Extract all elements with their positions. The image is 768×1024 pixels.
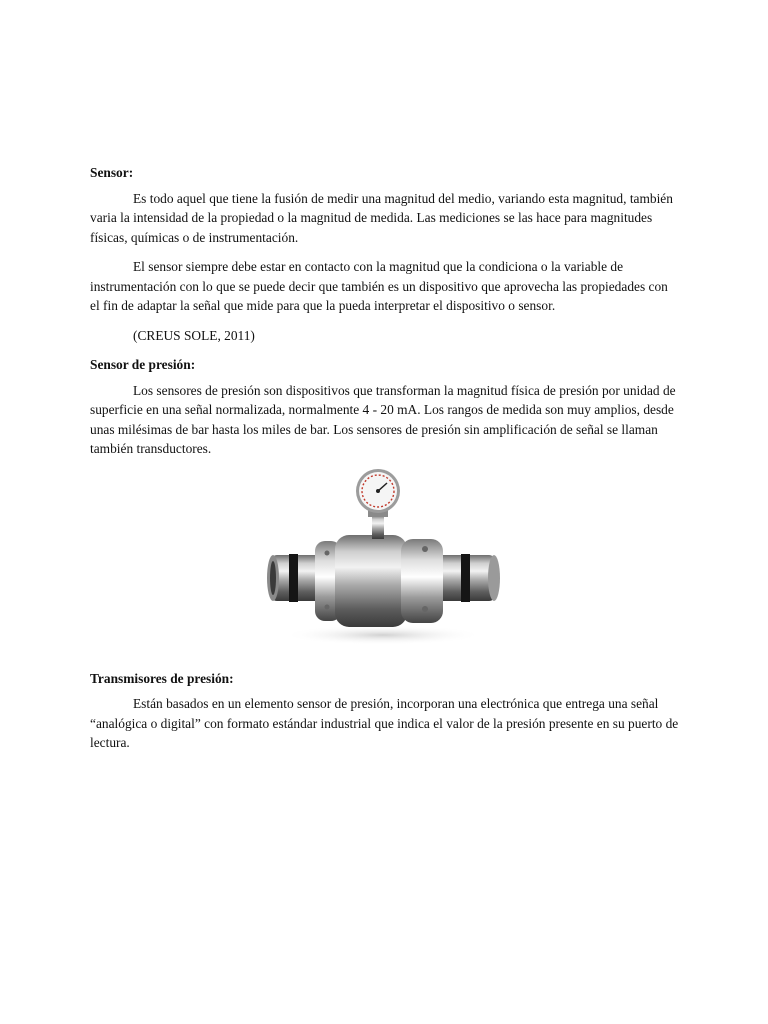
paragraph-pressure-sensor: Los sensores de presión son dispositivos que transforman la magnitud física de presión por unidad de superficie en una señal normalizada, normalmente 4 - 20 mA. Los rangos de medida son muy amplios, desde unas milésimas de bar hasta los miles de bar. Los sensores de presión sin amplificación de señal se llaman también transductores. — [90, 382, 676, 456]
paragraph-pressure-transmitters: Están basados en un elemento sensor de presión, incorporan una electrónica que entrega una señal “analógica o digital” con formato estándar industrial que indica el valor de la presión presente en su puerto de lectura. — [90, 696, 679, 750]
pressure-sensor-figure — [90, 469, 680, 649]
heading-pressure-sensor: Sensor de presión: — [90, 357, 196, 372]
paragraph-sensor-contact: El sensor siempre debe estar en contacto con la magnitud que la condiciona o la variable de instrumentación con lo que se puede decir que también es un dispositivo que aprovecha las propiedades con el fin de adaptar la señal que mide para que la pueda interpretar el dispositivo o sensor. — [90, 259, 668, 313]
citation: (CREUS SOLE, 2011) — [133, 327, 255, 343]
pressure-sensor-with-gauge-image — [265, 469, 505, 649]
heading-sensor: Sensor: — [90, 165, 134, 180]
document-page — [90, 163, 680, 763]
paragraph-sensor-definition: Es todo aquel que tiene la fusión de medir una magnitud del medio, variando esta magnitud, también varia la intensidad de la propiedad o la magnitud de medida. Las mediciones se las hace para magnitudes físicas, químicas o de instrumentación. — [90, 190, 673, 245]
heading-pressure-transmitters: Transmisores de presión: — [90, 670, 234, 686]
